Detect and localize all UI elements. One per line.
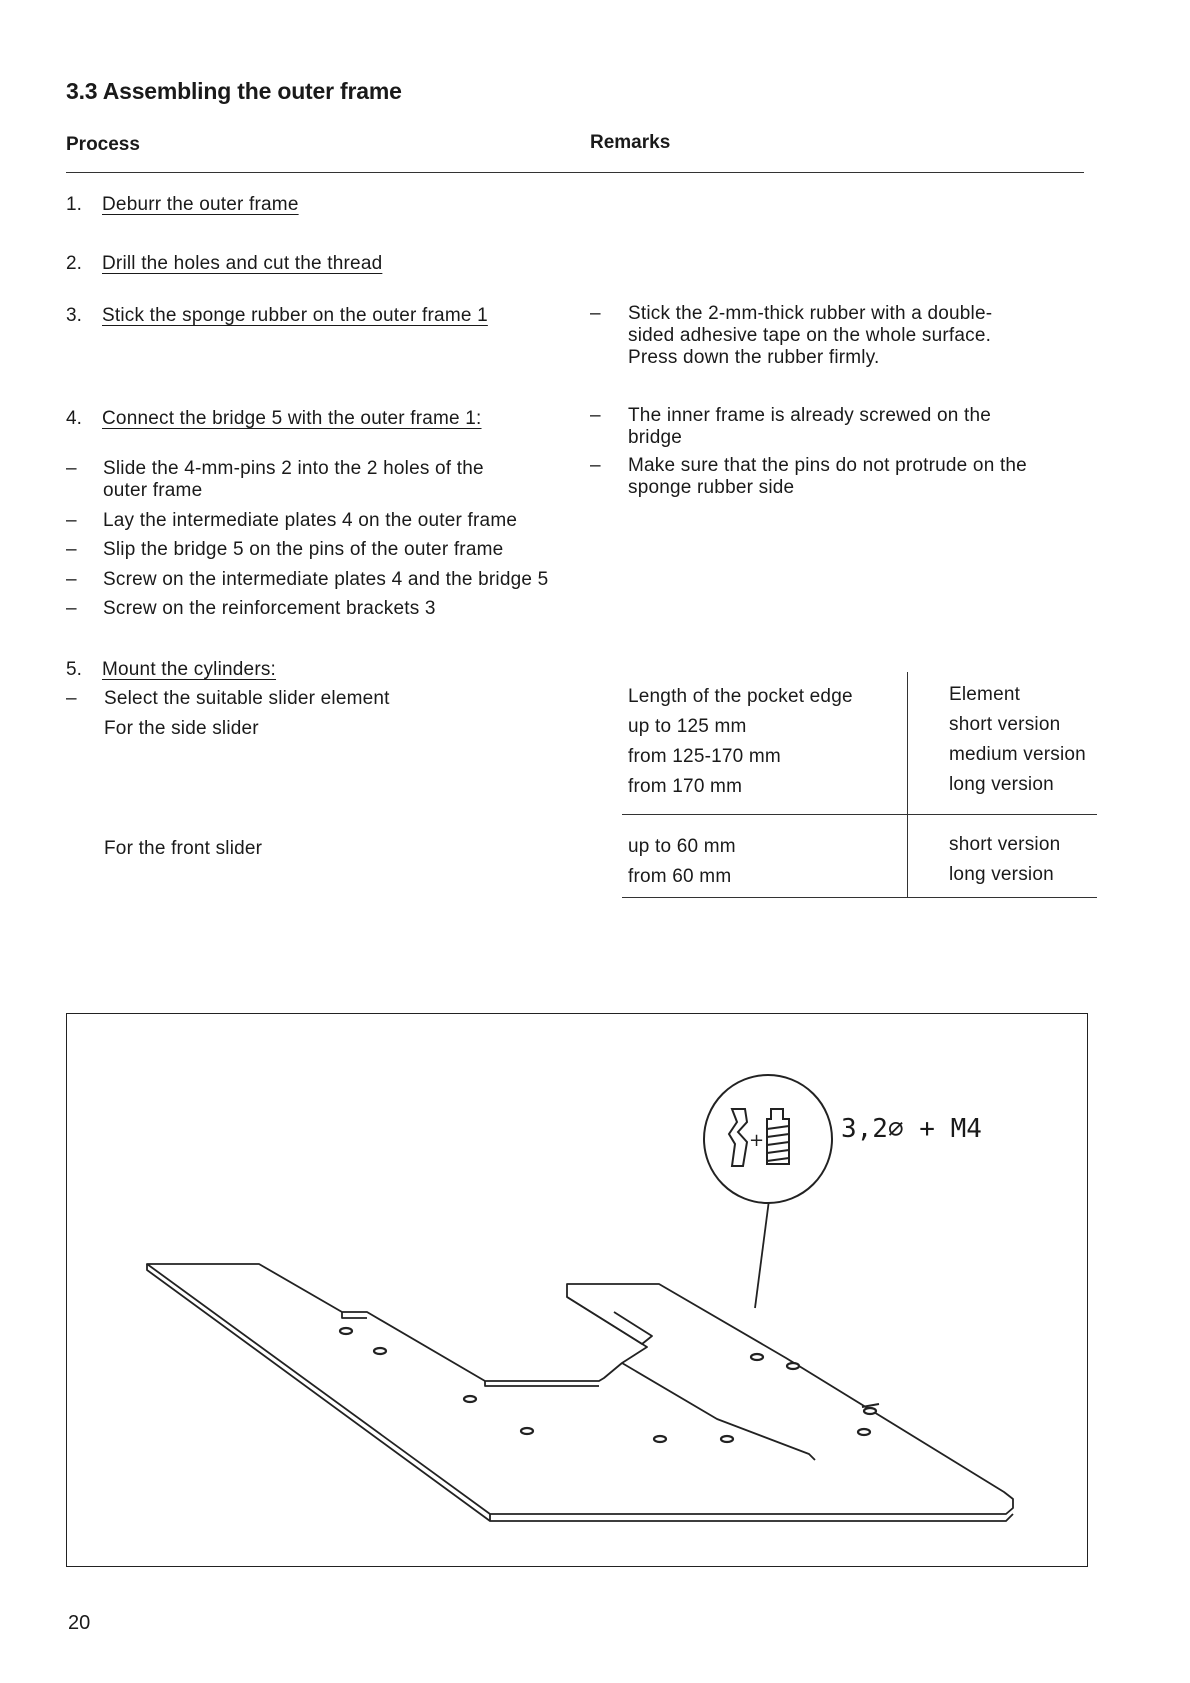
callout-plus: + <box>749 1130 765 1151</box>
hole <box>464 1396 476 1402</box>
step-number: 5. <box>66 659 82 680</box>
section-title: 3.3 Assembling the outer frame <box>66 78 402 104</box>
side-slider-label: For the side slider <box>104 718 259 739</box>
table-cell-element: medium version <box>949 744 1086 765</box>
step-4-text: Connect the bridge 5 with the outer frame 1: <box>102 408 482 429</box>
header-rule <box>66 172 1084 173</box>
table-header-element: Element <box>949 684 1021 705</box>
step-number: 2. <box>66 253 82 274</box>
table-cell-element: short version <box>949 834 1061 855</box>
step-4-subitem: Screw on the intermediate plates 4 and the bridge 5 <box>103 569 549 590</box>
table-header-length: Length of the pocket edge <box>628 686 853 707</box>
callout-label: 3,2⌀ + M4 <box>841 1114 982 1144</box>
remark-dash: – <box>590 405 601 426</box>
subitem-dash: – <box>66 458 77 479</box>
table-bottom-rule <box>622 897 1097 898</box>
step-number: 4. <box>66 408 82 429</box>
table-cell-length: from 60 mm <box>628 866 732 887</box>
step-4-subitem: Slip the bridge 5 on the pins of the outer frame <box>103 539 504 560</box>
hole <box>858 1429 870 1435</box>
step-3-text: Stick the sponge rubber on the outer frame 1 <box>102 305 488 326</box>
subitem-dash: – <box>66 510 77 531</box>
remark-dash: – <box>590 303 601 324</box>
step-4-subitem: Slide the 4-mm-pins 2 into the 2 holes of the <box>103 458 484 479</box>
step-1-text: Deburr the outer frame <box>102 194 299 215</box>
step-4-remark-line: The inner frame is already screwed on the <box>628 405 992 426</box>
hole <box>787 1363 799 1369</box>
table-cell-element: short version <box>949 714 1061 735</box>
hole <box>721 1436 733 1442</box>
table-cell-element: long version <box>949 864 1054 885</box>
step-5-subitem: Select the suitable slider element <box>104 688 390 709</box>
step-4-subitem: Lay the intermediate plates 4 on the outer frame <box>103 510 518 531</box>
table-cell-element: long version <box>949 774 1054 795</box>
remark-dash: – <box>590 455 601 476</box>
hole <box>864 1408 876 1414</box>
step-number: 3. <box>66 305 82 326</box>
step-3-remark-line: Stick the 2-mm-thick rubber with a double- <box>628 303 993 324</box>
table-divider-vertical <box>907 672 908 898</box>
outer-frame-drawing <box>67 1014 1089 1568</box>
step-5-text: Mount the cylinders: <box>102 659 277 680</box>
front-slider-label: For the front slider <box>104 838 263 859</box>
hole <box>751 1354 763 1360</box>
column-header-remarks: Remarks <box>590 132 671 153</box>
table-cell-length: up to 60 mm <box>628 836 736 857</box>
table-cell-length: from 170 mm <box>628 776 743 797</box>
figure-box <box>66 1013 1088 1567</box>
subitem-dash: – <box>66 598 77 619</box>
hole <box>654 1436 666 1442</box>
step-2-text: Drill the holes and cut the thread <box>102 253 383 274</box>
step-4-subitem: Screw on the reinforcement brackets 3 <box>103 598 436 619</box>
table-cell-length: up to 125 mm <box>628 716 747 737</box>
hole <box>374 1348 386 1354</box>
step-4-subitem: outer frame <box>103 480 203 501</box>
table-cell-length: from 125-170 mm <box>628 746 781 767</box>
subitem-dash: – <box>66 688 77 709</box>
step-4-remark2-line: Make sure that the pins do not protrude on the <box>628 455 1027 476</box>
hole <box>340 1328 352 1334</box>
step-4-remark2-line: sponge rubber side <box>628 477 795 498</box>
page-number: 20 <box>68 1612 91 1634</box>
step-3-remark-line: sided adhesive tape on the whole surface. <box>628 325 992 346</box>
column-header-process: Process <box>66 134 140 155</box>
step-3-remark-line: Press down the rubber firmly. <box>628 347 880 368</box>
subitem-dash: – <box>66 569 77 590</box>
subitem-dash: – <box>66 539 77 560</box>
table-divider-horizontal <box>622 814 1097 815</box>
step-4-remark-line: bridge <box>628 427 683 448</box>
hole <box>521 1428 533 1434</box>
step-number: 1. <box>66 194 82 215</box>
